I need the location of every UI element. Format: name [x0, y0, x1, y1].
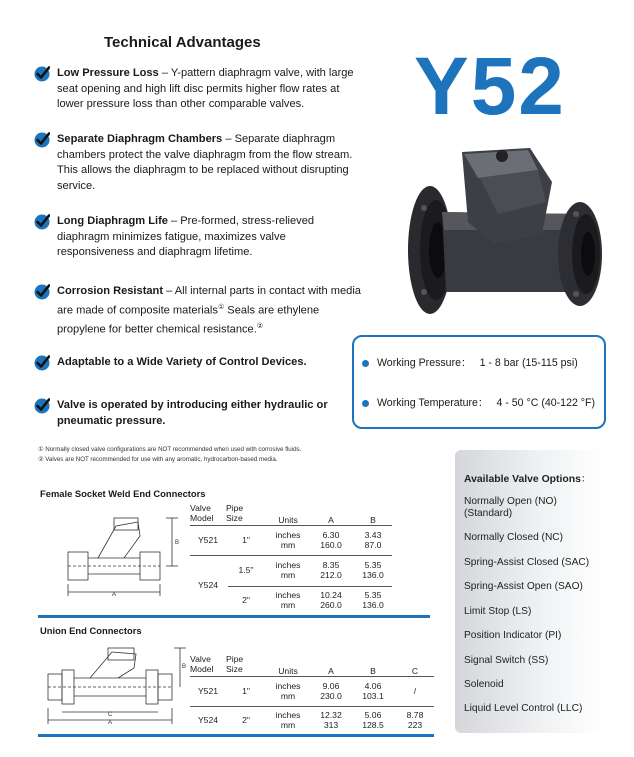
section-title-socket: Female Socket Weld End Connectors: [40, 488, 206, 499]
divider: [228, 586, 392, 587]
cell-model: Y521: [197, 535, 219, 545]
check-icon: [34, 355, 50, 371]
options-title-text: Available Valve Options: [464, 474, 581, 485]
table-row: [190, 706, 436, 734]
union-valve-diagram: [40, 646, 190, 730]
table-header-row: [190, 652, 436, 676]
header-b: B: [370, 666, 376, 676]
header-pipe-size: Pipe Size: [226, 503, 244, 523]
pressure-value: 1 - 8 bar (15-115 psi): [479, 357, 578, 369]
section-title-union: Union End Connectors: [40, 625, 142, 636]
cell-units: inches mm: [275, 710, 301, 730]
advantage-text: [57, 214, 364, 261]
advantage-desc: – Y-pattern diaphragm valve, with large seat opening and high lift disc permits higher flow rates at lower pressure loss than other comparable valves.: [57, 67, 354, 110]
advantage-item: [34, 132, 364, 194]
dim-label-a: A: [108, 720, 113, 726]
cell-c: /: [413, 686, 417, 696]
advantage-text: [57, 284, 364, 338]
dim-label-c: C: [108, 712, 113, 718]
advantage-title: Long Diaphragm Life: [57, 215, 168, 227]
advantage-text: [57, 132, 364, 194]
option-item: Normally Open (NO) (Standard): [464, 496, 557, 519]
cell-model: [190, 555, 226, 615]
cell-b: 4.06 103.1: [362, 681, 384, 701]
options-title-colon: ：: [580, 474, 592, 485]
valve-photo: [402, 142, 608, 322]
advantage-desc: – Pre-formed, stress-relieved diaphragm minimizes fatigue, maximizes valve responsiveness and diaphragm lifetime.: [57, 215, 315, 258]
option-item: Liquid Level Control (LLC): [464, 703, 583, 714]
header-units: Units: [278, 666, 298, 676]
check-icon: [34, 214, 50, 230]
table-row: [190, 525, 394, 555]
advantage-title: Low Pressure Loss: [57, 67, 159, 79]
divider: [190, 525, 392, 526]
advantage-item: [34, 355, 364, 371]
cell-b: 5.06 128.5: [362, 710, 384, 730]
advantage-text: [57, 355, 364, 371]
advantage-item: [34, 284, 364, 338]
option-item: Normally Closed (NC): [464, 532, 564, 543]
working-pressure: [362, 355, 578, 370]
cell-model: Y521: [197, 686, 219, 696]
bullet-icon: [362, 400, 369, 407]
check-icon: [34, 132, 50, 148]
model-title: Y52: [414, 41, 566, 132]
cell-c: 8.78 223: [406, 710, 424, 730]
footnote-1: ① Normally closed valve configurations are NOT recommended when used with corrosive fluids.: [38, 446, 302, 453]
header-b: B: [370, 515, 376, 525]
header-a: A: [328, 666, 334, 676]
bullet-icon: [362, 360, 369, 367]
option-item: Spring-Assist Open (SAO): [464, 581, 583, 592]
table-row: [190, 676, 436, 706]
footnote-2: ② Valves are NOT recommended for use with any aromatic, hydrocarbon-based media.: [38, 456, 278, 463]
advantage-item: [34, 398, 364, 429]
cell-a: 10.24 260.0: [320, 590, 342, 610]
advantage-title: Corrosion Resistant: [57, 285, 164, 297]
header-a: A: [328, 515, 334, 525]
table-row: [190, 555, 394, 585]
specs-box: [352, 335, 606, 429]
cell-b: 3.43 87.0: [364, 530, 382, 550]
advantage-title: Valve is operated by introducing either hydraulic or pneumatic pressure.: [57, 399, 328, 427]
temperature-value: 4 - 50 °C (40-122 °F): [496, 397, 596, 409]
cell-size: 1": [242, 535, 250, 545]
section-bar: [38, 734, 434, 737]
header-valve-model: Valve Model: [190, 503, 214, 523]
cell-units: inches mm: [275, 681, 301, 701]
table-header-row: [190, 501, 394, 525]
union-table: [190, 652, 436, 734]
cell-size: 1": [242, 686, 250, 696]
dim-label-a: A: [112, 592, 117, 598]
cell-size: 2": [242, 595, 250, 605]
cell-units: inches mm: [275, 560, 301, 580]
divider: [190, 706, 434, 707]
page-heading: Technical Advantages: [104, 34, 261, 51]
section-bar: [38, 615, 430, 618]
footnote-ref-2: ②: [256, 322, 264, 330]
divider: [190, 676, 434, 677]
header-pipe-size: Pipe Size: [226, 654, 244, 674]
temperature-label: Working Temperature：: [377, 397, 489, 409]
option-item: Limit Stop (LS): [464, 606, 532, 617]
advantage-item: [34, 214, 364, 261]
advantage-title: Separate Diaphragm Chambers: [57, 133, 223, 145]
cell-b: 5.35 136.0: [362, 560, 384, 580]
advantage-text: [57, 66, 364, 113]
option-item: Solenoid: [464, 679, 504, 690]
dim-label-b: B: [175, 540, 180, 546]
socket-table: [190, 501, 394, 615]
options-title: [464, 470, 591, 485]
option-item: Signal Switch (SS): [464, 655, 549, 666]
advantage-desc: – All internal parts in contact with media are made of composite materials: [57, 285, 361, 317]
footnote-ref-1: ①: [217, 303, 225, 311]
check-icon: [34, 398, 50, 414]
check-icon: [34, 66, 50, 82]
cell-units: inches mm: [275, 530, 301, 550]
cell-model-y524: Y524: [197, 580, 219, 590]
advantage-desc-2: Seals are ethylene propylene for better chemical resistance.: [57, 304, 320, 336]
cell-size: 1.5": [238, 565, 254, 575]
divider: [190, 555, 392, 556]
cell-a: 9.06 230.0: [320, 681, 342, 701]
advantage-text: [57, 398, 364, 429]
advantage-item: [34, 66, 364, 113]
option-item: Position Indicator (PI): [464, 630, 562, 641]
cell-a: 6.30 160.0: [320, 530, 342, 550]
option-item: Spring-Assist Closed (SAC): [464, 557, 590, 568]
cell-a: 8.35 212.0: [320, 560, 342, 580]
advantage-desc: – Separate diaphragm chambers protect the valve diaphragm from the flow stream. This allows the diaphragm to be replaced without disrupting service.: [57, 133, 353, 192]
cell-units: inches mm: [275, 590, 301, 610]
cell-size: 2": [242, 715, 250, 725]
advantage-title: Adaptable to a Wide Variety of Control Devices.: [57, 356, 307, 368]
header-units: Units: [278, 515, 298, 525]
dim-label-b: B: [182, 664, 187, 670]
pressure-label: Working Pressure：: [377, 357, 472, 369]
socket-valve-diagram: [40, 512, 190, 602]
working-temperature: [362, 395, 595, 410]
cell-b: 5.35 136.0: [362, 590, 384, 610]
cell-a: 12.32 313: [320, 710, 342, 730]
check-icon: [34, 284, 50, 300]
cell-model: Y524: [197, 715, 219, 725]
header-valve-model: Valve Model: [190, 654, 214, 674]
header-c: C: [411, 666, 419, 676]
